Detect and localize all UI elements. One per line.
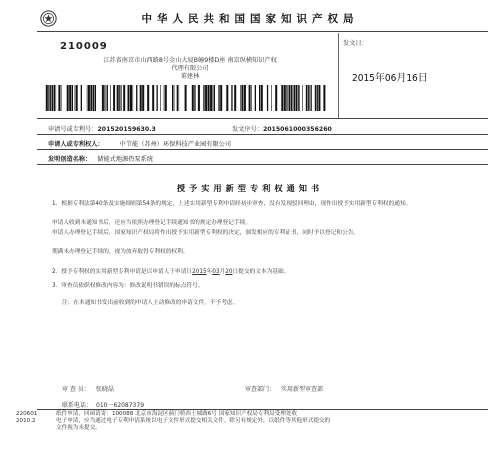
barcode-bar — [117, 85, 119, 111]
form-number: 220601 — [16, 411, 38, 417]
notice-number-row — [232, 124, 332, 133]
filing-month: 03 — [212, 269, 220, 275]
addressee-name: 董建林 — [180, 73, 200, 80]
barcode-bar — [50, 85, 51, 111]
barcode-bar — [69, 85, 71, 111]
footer-line-1: 纸件申请，回函请寄：100088 北京市海淀区蓟门桥西土城路6号 国家知识产权局专利局受理处收 — [56, 411, 298, 417]
barcode-bar — [286, 85, 287, 111]
invention-title-row — [48, 154, 153, 163]
barcode-bar — [152, 85, 154, 111]
barcode-bar — [67, 85, 69, 111]
barcode-bar — [241, 85, 243, 111]
barcode-bar — [251, 85, 252, 111]
body-paragraph-3: 申请人办理登记手续后，国家知识产权局将作出授予实用新型专利权的决定，颁发相应的专利证书，同时予以登记和公告。 — [52, 230, 360, 236]
body-paragraph-2: 申请人收到本通知书后，还应当依照办理登记手续通知书的规定办理登记手续。 — [52, 220, 252, 226]
barcode-bar — [140, 85, 142, 111]
barcode-bar — [240, 85, 241, 111]
office-header-title: 中华人民共和国国家知识产权局 — [141, 13, 359, 25]
invention-title-label: 发明创造名称： — [48, 156, 92, 163]
barcode-bar — [318, 85, 320, 111]
header-separator — [338, 33, 339, 118]
department-row — [245, 384, 323, 393]
barcode-bar — [298, 85, 299, 111]
barcode-bar — [203, 85, 204, 111]
barcode-bar — [164, 85, 165, 111]
header-rule — [37, 31, 488, 32]
application-number-label: 申请号或专利号： — [48, 126, 98, 133]
barcode-bar — [46, 85, 48, 111]
barcode-bar — [302, 85, 303, 111]
barcode-bar — [309, 85, 310, 111]
barcode-bar — [287, 85, 288, 111]
barcode-bar — [205, 85, 207, 111]
footer-line-3: 文件视为未提交。 — [56, 425, 101, 431]
barcode-bar — [308, 85, 309, 111]
barcode-bar — [93, 85, 94, 111]
barcode-bar — [267, 85, 268, 111]
barcode-bar — [249, 85, 251, 111]
barcode-bar — [48, 85, 49, 111]
barcode-bar — [104, 85, 105, 111]
fields-rule-4 — [37, 164, 488, 165]
barcode-bar — [234, 85, 236, 111]
barcode-bar — [110, 85, 111, 111]
barcode-bar — [192, 85, 194, 111]
barcode-bar — [87, 85, 88, 111]
barcode-bar — [306, 85, 307, 111]
barcode-bar — [157, 85, 158, 111]
barcode-bar — [296, 85, 297, 111]
notice-number-label: 发文序号： — [232, 126, 263, 133]
barcode-bar — [95, 85, 96, 111]
barcode-bar — [174, 85, 175, 111]
issue-date: 2015年06月16日 — [352, 73, 428, 84]
barcode — [44, 85, 327, 111]
barcode-bar — [75, 85, 76, 111]
barcode-bar — [52, 85, 53, 111]
address-line-1: 江苏省南京市山西路8号金山大厦B幢9楼D座 南京纵横知识产权 — [103, 57, 277, 64]
barcode-bar — [323, 85, 325, 111]
fields-rule-3 — [37, 149, 488, 150]
department-name: 实用新型审查部 — [281, 386, 324, 393]
barcode-bar — [107, 85, 108, 111]
barcode-bar — [61, 85, 62, 111]
barcode-bar — [76, 85, 78, 111]
postcode: 210009 — [60, 41, 108, 52]
barcode-bar — [102, 85, 104, 111]
barcode-bar — [218, 85, 219, 111]
filing-year: 2015 — [192, 269, 207, 275]
barcode-bar — [88, 85, 90, 111]
barcode-bar — [213, 85, 214, 111]
barcode-bar — [315, 85, 316, 111]
barcode-bar — [311, 85, 312, 111]
barcode-bar — [133, 85, 134, 111]
barcode-bar — [271, 85, 272, 111]
barcode-bar — [293, 85, 294, 111]
barcode-bar — [130, 85, 132, 111]
fields-rule-2 — [37, 134, 488, 135]
barcode-bar — [299, 85, 300, 111]
barcode-bar — [284, 85, 286, 111]
filing-day: 20 — [225, 269, 233, 275]
fields-top-rule — [37, 118, 488, 119]
barcode-bar — [214, 85, 215, 111]
issue-date-label: 发文日： — [343, 40, 368, 47]
notice-title: 授予实用新型专利权通知书 — [176, 183, 324, 193]
barcode-bar — [72, 85, 73, 111]
barcode-bar — [220, 85, 222, 111]
barcode-bar — [128, 85, 130, 111]
barcode-bar — [281, 85, 283, 111]
barcode-bar — [147, 85, 149, 111]
barcode-bar — [172, 85, 173, 111]
examiner-row — [62, 384, 114, 393]
barcode-bar — [136, 85, 137, 111]
applicant-label: 申请人或专利权人： — [48, 141, 104, 148]
barcode-bar — [58, 85, 60, 111]
applicant-name: 中节能（苏州）环保科技产业园有限公司 — [119, 141, 232, 148]
barcode-bar — [289, 85, 291, 111]
barcode-bar — [54, 85, 55, 111]
barcode-bar — [119, 85, 120, 111]
application-number-row — [48, 124, 156, 133]
applicant-row — [48, 139, 231, 148]
barcode-bar — [210, 85, 212, 111]
barcode-bar — [226, 85, 228, 111]
phone-label: 联系电话： — [62, 402, 93, 409]
barcode-bar — [317, 85, 318, 111]
barcode-bar — [123, 85, 125, 111]
year-suffix: 年 — [206, 269, 213, 275]
application-number: 201520159630.3 — [97, 126, 156, 133]
footer-line-2: 电子申请，应当通过电子专利申请系统以电子文件形式提交相关文件。除另有规定外，以纸件等其他形式提交的 — [56, 418, 331, 424]
barcode-bar — [121, 85, 122, 111]
barcode-bar — [194, 85, 195, 111]
month-suffix: 月 — [219, 269, 226, 275]
barcode-bar — [185, 85, 187, 111]
barcode-bar — [113, 85, 115, 111]
barcode-bar — [81, 85, 82, 111]
footer-rule — [37, 409, 488, 410]
examiner-name: 张晓晶 — [95, 386, 114, 393]
barcode-bar — [255, 85, 256, 111]
barcode-bar — [261, 85, 263, 111]
invention-title: 储能式地源热泵系统 — [97, 156, 153, 163]
barcode-bar — [179, 85, 180, 111]
form-date: 2010.2 — [16, 418, 36, 424]
notice-number: 2015061000356260 — [262, 126, 332, 133]
barcode-bar — [165, 85, 167, 111]
body-paragraph-4: 期满未办理登记手续的，视为放弃取得专利权的权利。 — [52, 249, 189, 255]
barcode-bar — [160, 85, 161, 111]
body-paragraph-5 — [40, 268, 488, 278]
barcode-bar — [56, 85, 57, 111]
barcode-bar — [259, 85, 260, 111]
phone-row — [62, 400, 144, 409]
p5-prefix: 2．授予专利权的实用新型专利申请是以申请人于申请日 — [52, 269, 193, 275]
barcode-bar — [90, 85, 92, 111]
body-paragraph-7: 注：在本通知书发出前收到的申请人主动修改的申请文件，不予考虑。 — [62, 300, 239, 306]
p5-suffix: 日提交的文本为基础。 — [232, 269, 290, 275]
address-line-2: 代理有限公司 — [171, 65, 209, 72]
barcode-bar — [177, 85, 178, 111]
barcode-bar — [231, 85, 232, 111]
body-paragraph-1: 1．根据专利法第40条及实施细则第54条的规定，上述实用新型专利申请经初步审查，没有发现驳回理由，现作出授予实用新型专利权的通知。 — [52, 201, 412, 207]
examiner-label: 审 查 员： — [62, 386, 90, 393]
department-label: 审查部门： — [245, 386, 276, 393]
barcode-bar — [142, 85, 144, 111]
barcode-bar — [294, 85, 295, 111]
barcode-bar — [106, 85, 107, 111]
barcode-bar — [208, 85, 210, 111]
body-paragraph-6: 3．审查员依职权修改内容为：修改说明书错误的标点符号。 — [52, 283, 204, 289]
barcode-bar — [198, 85, 200, 111]
barcode-bar — [291, 85, 292, 111]
barcode-bar — [244, 85, 246, 111]
barcode-bar — [275, 85, 277, 111]
phone-number: 010－62087379 — [96, 402, 145, 409]
